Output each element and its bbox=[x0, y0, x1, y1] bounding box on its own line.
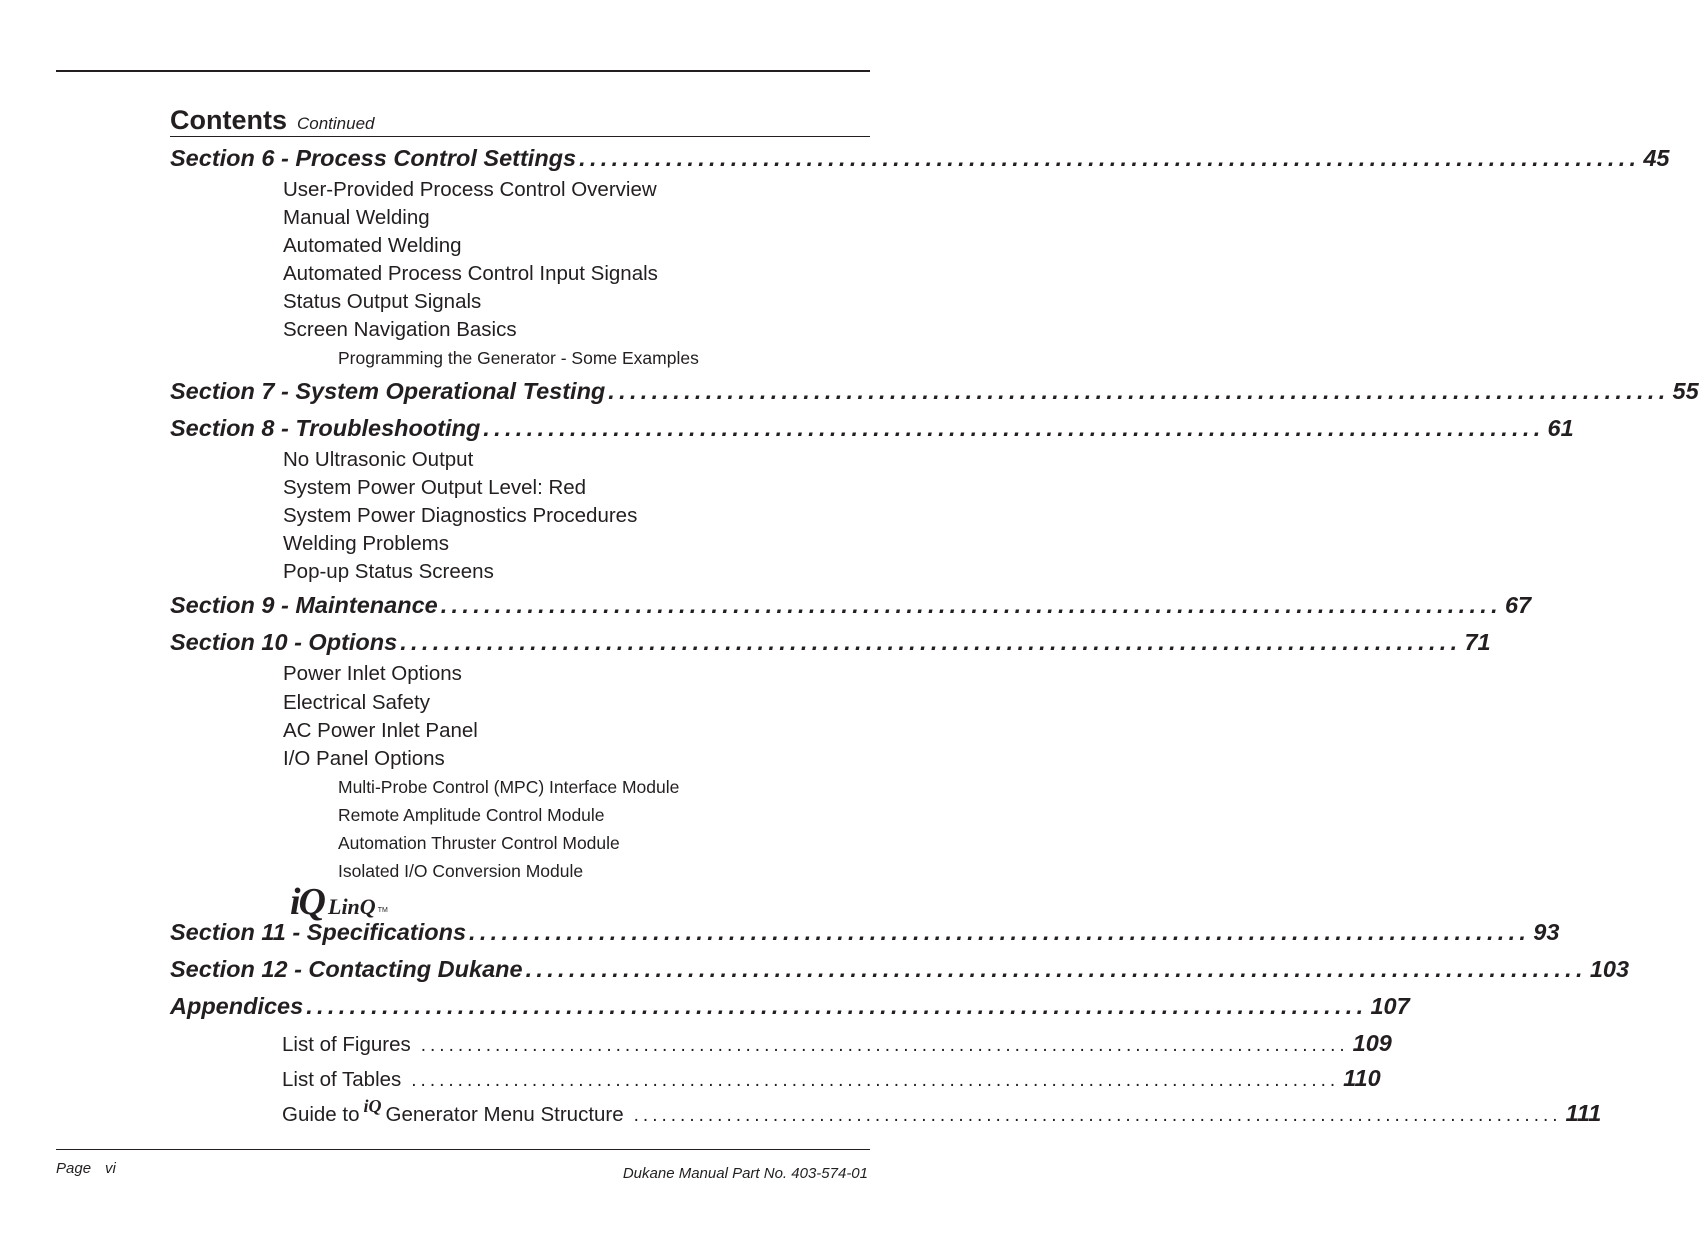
appendix-title: List of Figures bbox=[282, 1033, 411, 1056]
toc-item[interactable]: Status Output Signals bbox=[283, 290, 482, 313]
toc-appendix-list-of-tables[interactable] bbox=[282, 1065, 1381, 1092]
appendix-page: 110 bbox=[1343, 1065, 1381, 1091]
toc-appendix-list-of-figures[interactable] bbox=[282, 1030, 1392, 1057]
iq-logo-text: iQ bbox=[290, 881, 324, 923]
dot-leader: .................................................................................................... bbox=[633, 1105, 1562, 1126]
toc-subitem[interactable]: Remote Amplitude Control Module bbox=[338, 805, 605, 825]
section-page: 55 bbox=[1672, 378, 1699, 404]
toc-item[interactable]: AC Power Inlet Panel bbox=[283, 719, 478, 742]
toc-item[interactable]: Welding Problems bbox=[283, 532, 449, 555]
toc-item[interactable]: Manual Welding bbox=[283, 206, 430, 229]
section-page: 71 bbox=[1464, 629, 1491, 655]
dot-leader: .................................................................................................. bbox=[440, 592, 1502, 618]
bottom-rule bbox=[56, 1149, 870, 1150]
section-title: Appendices bbox=[170, 993, 304, 1019]
section-page: 107 bbox=[1370, 993, 1410, 1019]
section-title: Section 12 - Contacting Dukane bbox=[170, 956, 523, 982]
section-page: 61 bbox=[1547, 415, 1574, 441]
section-title: Section 10 - Options bbox=[170, 629, 398, 655]
toc-section-6[interactable] bbox=[170, 145, 1670, 172]
top-rule bbox=[56, 70, 870, 72]
dot-leader: .................................................................................................. bbox=[306, 993, 1368, 1019]
footer-manual-part: Dukane Manual Part No. 403-574-01 bbox=[622, 1165, 868, 1182]
toc-item[interactable]: Electrical Safety bbox=[283, 691, 430, 714]
toc-item[interactable]: Screen Navigation Basics bbox=[283, 318, 517, 341]
trademark-mark: TM bbox=[377, 907, 388, 914]
contents-heading: Contents bbox=[170, 105, 287, 135]
toc-section-9[interactable] bbox=[170, 592, 1532, 619]
toc-item[interactable]: Power Inlet Options bbox=[283, 662, 462, 685]
dot-leader: .................................................................................................... bbox=[411, 1070, 1340, 1091]
heading-rule bbox=[170, 136, 870, 137]
page-label: Page bbox=[56, 1160, 92, 1177]
toc-appendix-menu-structure[interactable] bbox=[282, 1096, 1602, 1127]
section-title: Section 6 - Process Control Settings bbox=[170, 145, 577, 171]
section-title: Section 11 - Specifications bbox=[170, 919, 467, 945]
appendix-title-prefix: Guide to bbox=[282, 1103, 360, 1126]
toc-section-8[interactable] bbox=[170, 415, 1574, 442]
dot-leader: .................................................................................................. bbox=[400, 629, 1462, 655]
linq-logo-text: LinQ bbox=[328, 894, 376, 919]
section-page: 45 bbox=[1643, 145, 1670, 171]
appendix-title-suffix: Generator Menu Structure bbox=[385, 1103, 624, 1126]
toc-section-12[interactable] bbox=[170, 956, 1630, 983]
toc-subitem[interactable]: Programming the Generator - Some Examples bbox=[338, 348, 699, 368]
dot-leader: .................................................................................................. bbox=[469, 919, 1531, 945]
dot-leader: .................................................................................................... bbox=[420, 1035, 1349, 1056]
dot-leader: .................................................................................................. bbox=[579, 145, 1641, 171]
iq-linq-logo bbox=[290, 880, 388, 924]
iq-inline-logo: iQ bbox=[363, 1096, 382, 1116]
toc-item[interactable]: System Power Diagnostics Procedures bbox=[283, 504, 638, 527]
toc-subitem[interactable]: Isolated I/O Conversion Module bbox=[338, 861, 584, 881]
toc-section-11[interactable] bbox=[170, 919, 1560, 946]
appendix-title bbox=[282, 1096, 624, 1127]
dot-leader: .................................................................................................. bbox=[483, 415, 1545, 441]
page-number: vi bbox=[105, 1160, 116, 1177]
toc-item[interactable]: Automated Welding bbox=[283, 234, 462, 257]
toc-item[interactable]: I/O Panel Options bbox=[283, 747, 445, 770]
toc-section-10[interactable] bbox=[170, 629, 1491, 656]
appendix-title: List of Tables bbox=[282, 1068, 402, 1091]
toc-subitem[interactable]: Automation Thruster Control Module bbox=[338, 833, 620, 853]
toc-appendices[interactable] bbox=[170, 993, 1410, 1020]
toc-item[interactable]: Automated Process Control Input Signals bbox=[283, 262, 658, 285]
footer-page-label bbox=[56, 1160, 116, 1177]
section-page: 103 bbox=[1589, 956, 1630, 982]
section-title: Section 9 - Maintenance bbox=[170, 592, 438, 618]
section-title: Section 7 - System Operational Testing bbox=[170, 378, 606, 404]
section-page: 93 bbox=[1533, 919, 1560, 945]
appendix-page: 109 bbox=[1352, 1030, 1392, 1056]
toc-item[interactable]: System Power Output Level: Red bbox=[283, 476, 587, 499]
toc-item[interactable]: Pop-up Status Screens bbox=[283, 560, 494, 583]
toc-section-7[interactable] bbox=[170, 378, 1699, 405]
page-title bbox=[170, 105, 375, 136]
contents-continued-label: Continued bbox=[297, 114, 375, 133]
toc-subitem[interactable]: Multi-Probe Control (MPC) Interface Module bbox=[338, 777, 680, 797]
appendix-page: 111 bbox=[1565, 1100, 1602, 1126]
toc-item[interactable]: No Ultrasonic Output bbox=[283, 448, 474, 471]
section-title: Section 8 - Troubleshooting bbox=[170, 415, 481, 441]
toc-item[interactable]: User-Provided Process Control Overview bbox=[283, 178, 657, 201]
dot-leader: .................................................................................................. bbox=[525, 956, 1587, 982]
dot-leader: .................................................................................................. bbox=[608, 378, 1670, 404]
section-page: 67 bbox=[1504, 592, 1532, 618]
